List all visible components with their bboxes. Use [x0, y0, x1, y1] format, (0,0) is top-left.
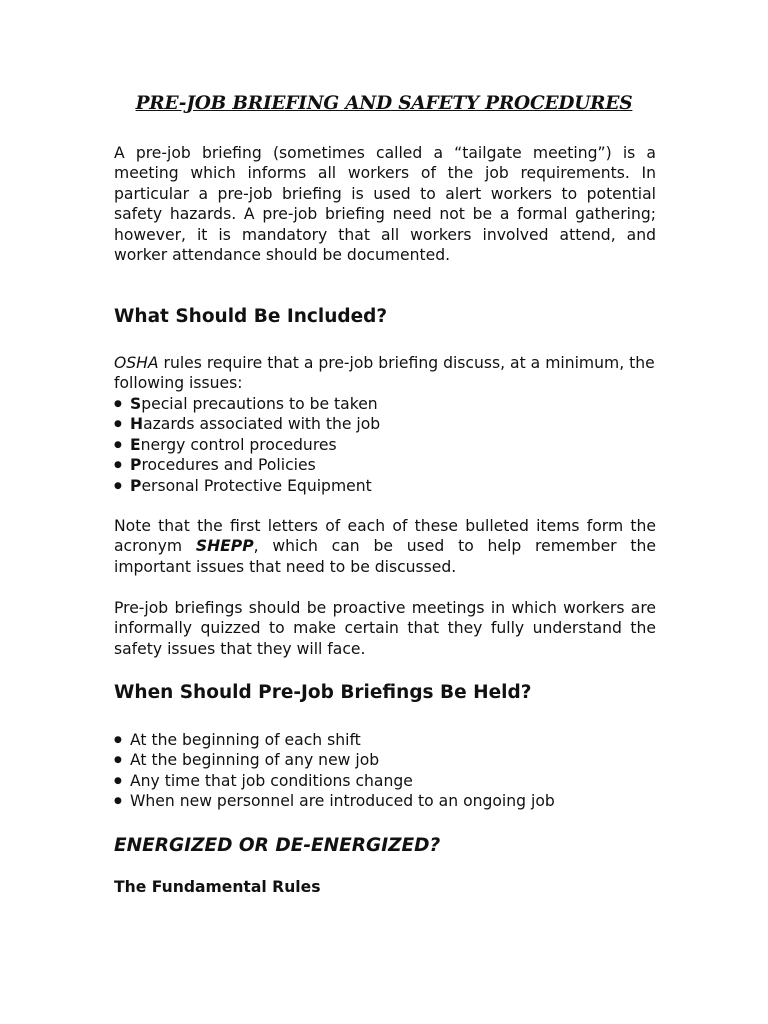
list-item	[114, 455, 380, 475]
note-text-end: , which can be used to help remember the important issues that need to be discussed.	[114, 537, 656, 576]
list-item: ● At the beginning of any new job	[114, 750, 555, 770]
subheading-fundamental-rules: The Fundamental Rules	[114, 878, 321, 896]
list-item-text: ersonal Protective Equipment	[141, 476, 372, 495]
list-item-text: rocedures and Policies	[141, 456, 316, 475]
acronym-letter: P	[130, 476, 142, 495]
list-item	[114, 394, 380, 414]
acronym-letter: S	[130, 395, 142, 413]
acronym-letter: P	[130, 456, 142, 475]
osha-paragraph	[114, 353, 656, 394]
list-item: ● When new personnel are introduced to an ongoing job	[114, 791, 555, 811]
note-text-start: Note that the first letters of each of these bulleted items form the acronym	[114, 517, 656, 556]
intro-paragraph: A pre-job briefing (sometimes called a “tailgate meeting”) is a meeting which informs all workers of the job requirements. In particular a pre-job briefing is used to alert workers to potential safety hazards. A pre-job briefing need not be a formal gathering; however, it is mandatory that all workers involved attend, and worker attendance should be documented.	[114, 144, 656, 265]
acronym-note-paragraph	[114, 516, 656, 577]
document-title: PRE-JOB BRIEFING AND SAFETY PROCEDURES	[135, 93, 633, 114]
acronym-shepp: SHEPP	[195, 537, 254, 556]
list-item-text: azards associated with the job	[143, 415, 381, 434]
osha-term: OSHA	[114, 354, 159, 372]
shepp-list	[114, 394, 380, 496]
acronym-letter: H	[130, 415, 144, 434]
list-item-text: nergy control procedures	[140, 435, 337, 454]
heading-energized: ENERGIZED OR DE-ENERGIZED?	[114, 835, 441, 856]
heading-when-held: When Should Pre-Job Briefings Be Held?	[114, 682, 532, 703]
list-item	[114, 435, 380, 455]
list-item-text: pecial precautions to be taken	[141, 395, 378, 413]
list-item: ● At the beginning of each shift	[114, 730, 555, 750]
proactive-paragraph: Pre-job briefings should be proactive meetings in which workers are informally quizzed to make certain that they fully understand the safety issues that they will face.	[114, 599, 656, 658]
heading-what-included: What Should Be Included?	[114, 306, 388, 327]
when-list	[114, 730, 555, 812]
osha-text: rules require that a pre-job briefing discuss, at a minimum, the following issues:	[114, 354, 655, 393]
acronym-letter: E	[130, 435, 141, 454]
list-item	[114, 476, 380, 496]
list-item: ● Any time that job conditions change	[114, 771, 555, 791]
list-item	[114, 414, 380, 434]
